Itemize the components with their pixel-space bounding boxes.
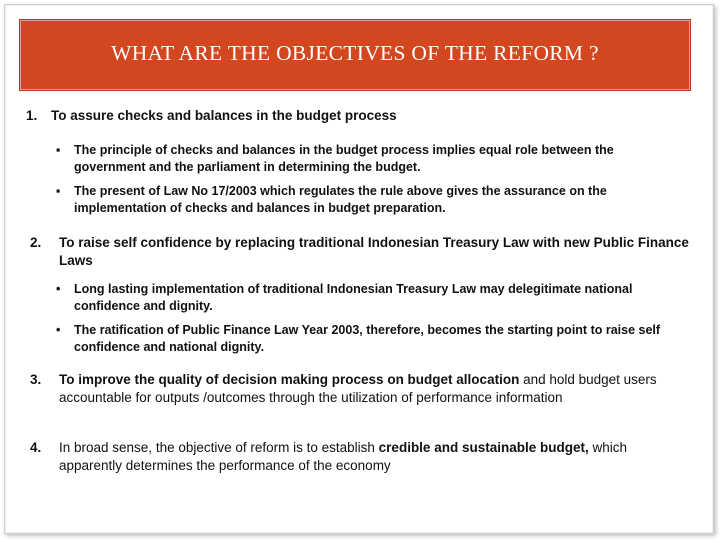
item-text-bold: credible and sustainable budget,	[378, 440, 589, 455]
bullet-text: The principle of checks and balances in the budget process implies equal role between the government and the parliament in determining the budget.	[74, 143, 614, 174]
item-text: To assure checks and balances in the budget process	[51, 108, 397, 123]
bullet-marker-icon: ▪	[56, 143, 61, 157]
item-text-rest: and hold budget users accountable for outputs /outcomes through the utilization of performance information	[59, 372, 657, 405]
bullet-marker-icon: ▪	[56, 184, 61, 198]
item-text	[59, 371, 689, 407]
item-number: 2.	[30, 235, 42, 250]
bullet-marker-icon: •	[56, 282, 61, 296]
bullet-marker-icon: •	[56, 323, 61, 337]
item-number: 3.	[30, 372, 42, 387]
item-number: 1.	[26, 108, 38, 123]
bullet-text: The ratification of Public Finance Law Year 2003, therefore, becomes the starting point to raise self confidence and national dignity.	[74, 323, 661, 354]
slide-title: WHAT ARE THE OBJECTIVES OF THE REFORM ?	[111, 40, 599, 65]
bullet-text: The present of Law No 17/2003 which regulates the rule above gives the assurance on the implementation of checks and balances in budget preparation.	[74, 184, 607, 215]
bullet-text: Long lasting implementation of traditional Indonesian Treasury Law may delegitimate national confidence and dignity.	[74, 282, 633, 313]
item-text	[59, 439, 689, 475]
item-text-lead: In broad sense, the objective of reform is to establish	[59, 440, 379, 455]
item-number: 4.	[30, 440, 42, 455]
item-text-rest: which apparently determines the performance of the economy	[59, 440, 627, 473]
item-text-bold: To improve the quality of decision making process on budget allocation	[59, 372, 520, 387]
title-bar	[20, 20, 690, 90]
item-text: To raise self confidence by replacing traditional Indonesian Treasury Law with new Public Finance Laws	[59, 235, 689, 268]
